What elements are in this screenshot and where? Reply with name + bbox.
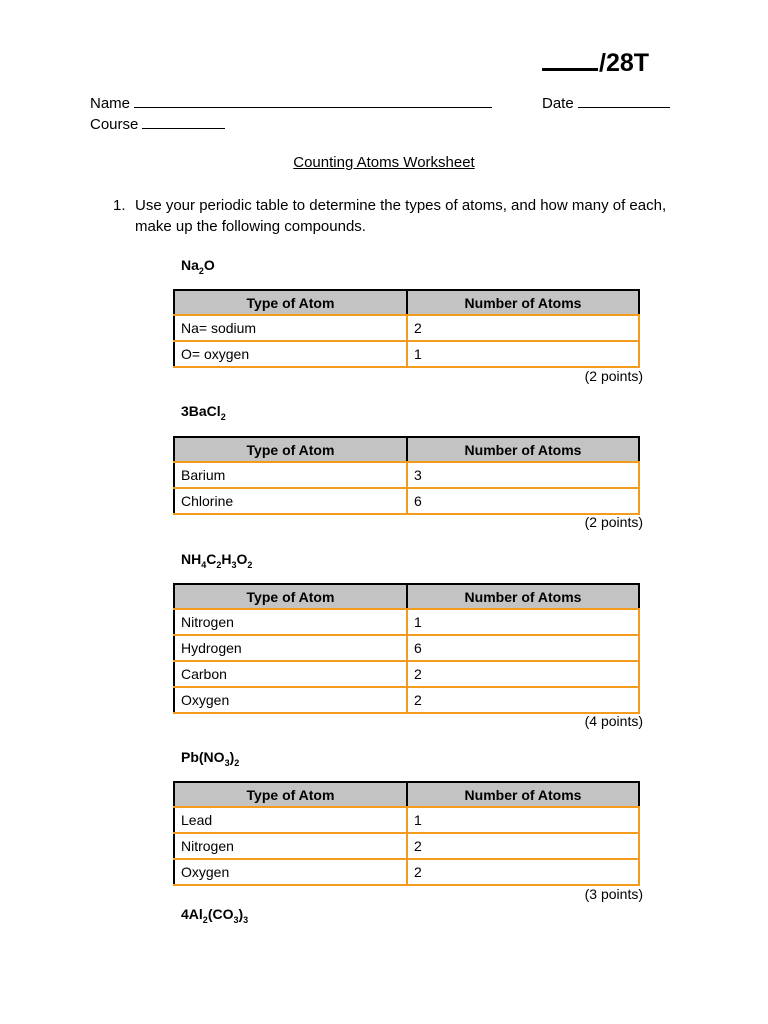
number-header: Number of Atoms (407, 437, 639, 462)
formula-text: 3BaCl (181, 403, 221, 419)
atom-count-cell[interactable]: 6 (407, 635, 639, 661)
atom-count-cell[interactable]: 2 (407, 687, 639, 713)
type-header: Type of Atom (174, 290, 407, 315)
table-row (174, 315, 639, 341)
type-header: Type of Atom (174, 584, 407, 609)
points-label: (4 points) (584, 713, 643, 729)
worksheet-title (0, 154, 768, 171)
name-field (90, 93, 492, 112)
formula-subscript: 3 (233, 914, 239, 925)
atom-count-cell[interactable]: 2 (407, 859, 639, 885)
atom-count-cell[interactable]: 2 (407, 661, 639, 687)
atom-count-cell[interactable]: 1 (407, 609, 639, 635)
atom-table (173, 583, 640, 714)
points-label: (3 points) (584, 886, 643, 902)
atom-type-cell[interactable]: Lead (174, 807, 407, 833)
formula-subscript: 3 (224, 757, 230, 768)
formula-text: NH (181, 551, 202, 567)
formula-text: H (221, 551, 232, 567)
atom-type-cell[interactable]: O= oxygen (174, 341, 407, 367)
atom-type-cell[interactable]: Chlorine (174, 488, 407, 514)
name-label: Name (90, 95, 131, 112)
formula-text: O (203, 257, 215, 273)
atom-type-cell[interactable]: Barium (174, 462, 407, 488)
formula-text: C (206, 551, 217, 567)
formula-subscript: 3 (231, 559, 237, 570)
score-blank[interactable] (542, 46, 598, 71)
atom-table (173, 436, 640, 515)
formula-subscript: 2 (216, 559, 222, 570)
formula-text: ) (229, 749, 235, 765)
table-row (174, 635, 639, 661)
worksheet-title-text: Counting Atoms Worksheet (293, 154, 475, 171)
number-header: Number of Atoms (407, 584, 639, 609)
table-row (174, 687, 639, 713)
formula-subscript: 2 (202, 914, 208, 925)
atom-type-cell[interactable]: Oxygen (174, 687, 407, 713)
number-header: Number of Atoms (407, 782, 639, 807)
course-line[interactable] (142, 114, 225, 129)
table-header-row (174, 290, 639, 315)
atom-type-cell[interactable]: Oxygen (174, 859, 407, 885)
atom-count-cell[interactable]: 6 (407, 488, 639, 514)
atom-type-cell[interactable]: Nitrogen (174, 609, 407, 635)
table-header-row (174, 437, 639, 462)
compound-formula (181, 551, 252, 570)
table-header-row (174, 584, 639, 609)
atom-type-cell[interactable]: Carbon (174, 661, 407, 687)
question-number: 1. (113, 197, 126, 214)
atom-count-cell[interactable]: 2 (407, 833, 639, 859)
formula-text: Na (181, 257, 199, 273)
table-row (174, 488, 639, 514)
number-header: Number of Atoms (407, 290, 639, 315)
formula-text: (CO (207, 906, 234, 922)
compound-formula (181, 906, 248, 925)
formula-text: 4Al (181, 906, 203, 922)
type-header: Type of Atom (174, 437, 407, 462)
table-header-row (174, 782, 639, 807)
name-line[interactable] (134, 93, 492, 108)
date-field (542, 93, 670, 112)
formula-subscript: 2 (247, 559, 253, 570)
table-row (174, 609, 639, 635)
compound-formula (181, 749, 239, 768)
formula-text: ) (238, 906, 244, 922)
table-row (174, 807, 639, 833)
table-row (174, 341, 639, 367)
question-text: Use your periodic table to determine the types of atoms, and how many of each, make up the following compounds. (135, 197, 667, 235)
date-label: Date (542, 95, 574, 112)
compound-formula (181, 403, 226, 422)
course-label: Course (90, 116, 139, 133)
course-field (90, 114, 225, 133)
table-row (174, 661, 639, 687)
formula-text: O (236, 551, 248, 567)
atom-count-cell[interactable]: 1 (407, 807, 639, 833)
formula-subscript: 2 (198, 265, 204, 276)
compound-formula (181, 257, 215, 276)
formula-subscript: 4 (201, 559, 207, 570)
atom-table (173, 289, 640, 368)
atom-type-cell[interactable]: Hydrogen (174, 635, 407, 661)
formula-subscript: 2 (234, 757, 240, 768)
date-line[interactable] (578, 93, 670, 108)
atom-count-cell[interactable]: 3 (407, 462, 639, 488)
question-1 (113, 195, 683, 237)
points-label: (2 points) (584, 368, 643, 384)
atom-table (173, 781, 640, 886)
table-row (174, 462, 639, 488)
atom-type-cell[interactable]: Na= sodium (174, 315, 407, 341)
atom-count-cell[interactable]: 2 (407, 315, 639, 341)
atom-type-cell[interactable]: Nitrogen (174, 833, 407, 859)
table-row (174, 833, 639, 859)
atom-count-cell[interactable]: 1 (407, 341, 639, 367)
type-header: Type of Atom (174, 782, 407, 807)
points-label: (2 points) (584, 514, 643, 530)
formula-subscript: 3 (243, 914, 249, 925)
formula-text: Pb(NO (181, 749, 225, 765)
score-total (542, 46, 649, 78)
formula-subscript: 2 (220, 411, 226, 422)
table-row (174, 859, 639, 885)
score-total-label: /28T (599, 49, 650, 77)
